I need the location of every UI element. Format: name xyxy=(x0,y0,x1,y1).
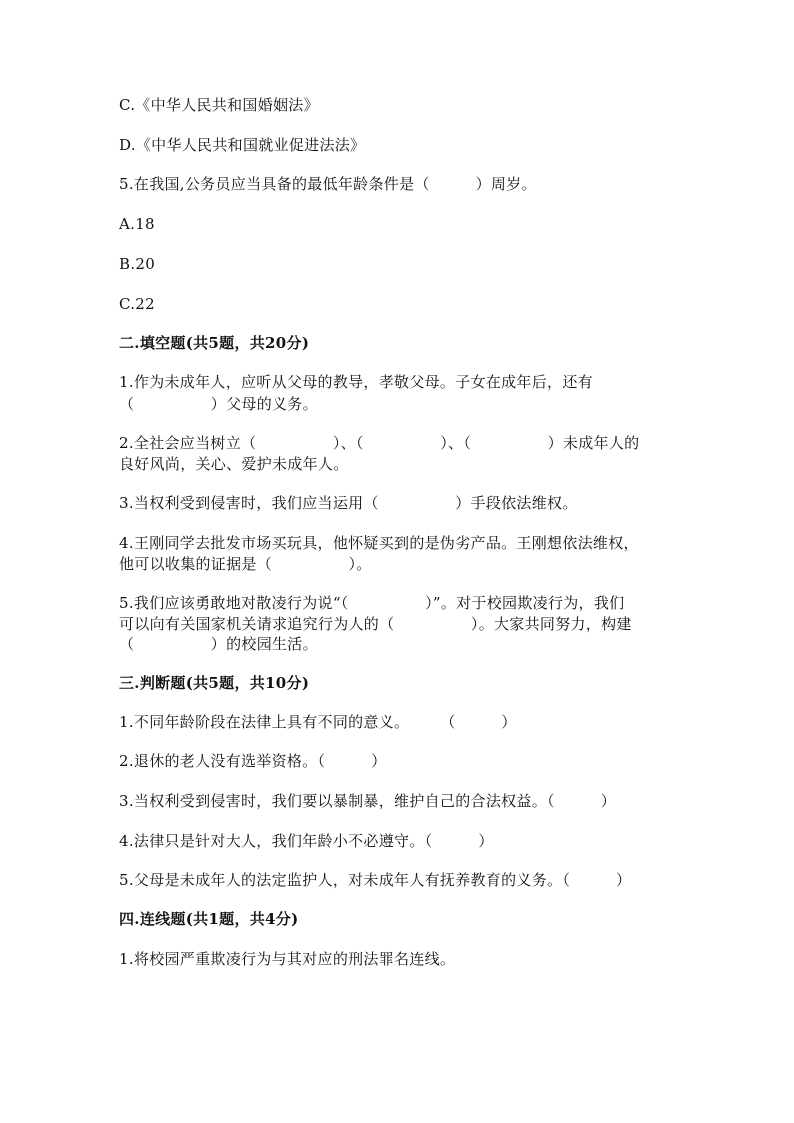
fill-q1-line1: 1.作为未成年人，应听从父母的教导，孝敬父母。子女在成年后，还有 xyxy=(119,373,593,391)
fill-q5-line2: 可以向有关国家机关请求追究行为人的（ ）。大家共同努力，构建 xyxy=(119,615,632,633)
section-matching-heading: 四.连线题(共1题，共4分) xyxy=(119,910,299,928)
section-true-false-heading: 三.判断题(共5题，共10分) xyxy=(119,674,310,692)
fill-q5-line3: （ ）的校园生活。 xyxy=(119,635,318,653)
option-a-18: A.18 xyxy=(119,215,155,233)
judge-q3: 3.当权利受到侵害时，我们要以暴制暴，维护自己的合法权益。（ ） xyxy=(119,792,617,810)
fill-q2-line1: 2.全社会应当树立（ ）、（ ）、（ ）未成年人的 xyxy=(119,434,640,452)
judge-q4: 4.法律只是针对大人，我们年龄小不必遵守。（ ） xyxy=(119,832,494,850)
fill-q4-line1: 4.王刚同学去批发市场买玩具，他怀疑买到的是伪劣产品。王刚想依法维权， xyxy=(119,534,639,552)
option-d-employment-law: D.《中华人民共和国就业促进法法》 xyxy=(119,136,366,154)
option-c-22: C.22 xyxy=(119,295,155,313)
fill-q2-line2: 良好风尚，关心、爱护未成年人。 xyxy=(119,455,349,473)
judge-q5: 5.父母是未成年人的法定监护人，对未成年人有抚养教育的义务。（ ） xyxy=(119,871,632,889)
judge-q2: 2.退休的老人没有选举资格。（ ） xyxy=(119,752,387,770)
fill-q4-line2: 他可以收集的证据是（ ）。 xyxy=(119,555,372,573)
matching-q1: 1.将校园严重欺凌行为与其对应的刑法罪名连线。 xyxy=(119,950,456,968)
question-5-civil-servant-age: 5.在我国,公务员应当具备的最低年龄条件是（ ）周岁。 xyxy=(119,175,537,193)
section-fill-blank-heading: 二.填空题(共5题，共20分) xyxy=(119,334,310,352)
option-b-20: B.20 xyxy=(119,255,156,273)
judge-q1: 1.不同年龄阶段在法律上具有不同的意义。 （ ） xyxy=(119,713,517,731)
fill-q5-line1: 5.我们应该勇敢地对散凌行为说“（ ）”。对于校园欺凌行为，我们 xyxy=(119,594,625,612)
option-c-marriage-law: C.《中华人民共和国婚姻法》 xyxy=(119,96,319,114)
fill-q1-line2: （ ）父母的义务。 xyxy=(119,395,318,413)
fill-q3: 3.当权利受到侵害时，我们应当运用（ ）手段依法维权。 xyxy=(119,494,578,512)
